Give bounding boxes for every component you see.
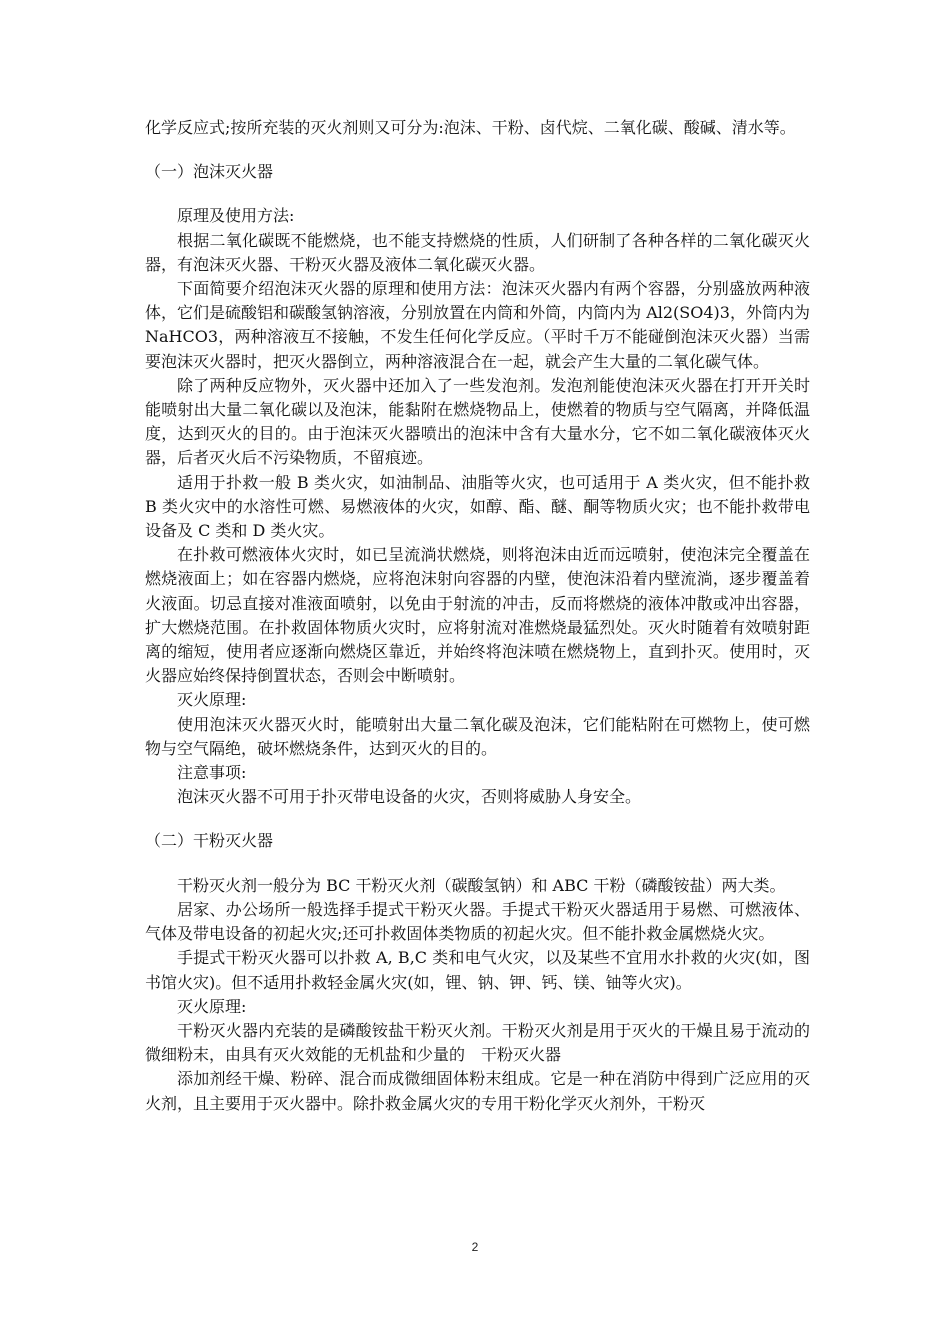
subheading-powder-principle: 灭火原理: (177, 996, 247, 1016)
subheading-extinguishing-principle: 灭火原理: (177, 690, 247, 710)
paragraph-intro: 化学反应式;按所充装的灭火剂则又可分为:泡沫、干粉、卤代烷、二氧化碳、酸碱、清水等。 (145, 118, 796, 137)
paragraph-foam-precautions: 泡沫灭火器不可用于扑灭带电设备的火灾，否则将威胁人身安全。 (177, 787, 642, 807)
section-heading-foam-extinguisher: （一）泡沫灭火器 (145, 162, 274, 182)
paragraph-powder-content: 干粉灭火器内充装的是磷酸铵盐干粉灭火剂。干粉灭火剂是用于灭火的干燥且易于流动的微细粉末，由具有灭火效能的无机盐和少量的 干粉灭火器 (145, 1020, 810, 1065)
subheading-precautions: 注意事项: (177, 763, 247, 783)
paragraph-powder-additives: 添加剂经干燥、粉碎、混合而成微细固体粉末组成。它是一种在消防中得到广泛应用的灭火剂，且主要用于灭火器中。除扑救金属火灾的专用干粉化学灭火剂外，干粉灭 (145, 1069, 810, 1113)
section-heading-dry-powder-extinguisher: （二）干粉灭火器 (145, 831, 274, 851)
paragraph-foaming-agent: 除了两种反应物外，灭火器中还加入了一些发泡剂。发泡剂能使泡沫灭火器在打开开关时能喷射出大量二氧化碳以及泡沫，能黏附在燃烧物品上，使燃着的物质与空气隔离，并降低温度，达到灭火的目的。由于泡沫灭火器喷出的泡沫中含有大量水分，它不如二氧化碳液体灭火器，后者灭火后不污染物质，不留痕迹。 (145, 375, 810, 468)
paragraph-powder-types: 干粉灭火剂一般分为 BC 干粉灭火剂（碳酸氢钠）和 ABC 干粉（磷酸铵盐）两大类。 (177, 875, 786, 895)
paragraph-household-choice: 居家、办公场所一般选择手提式干粉灭火器。手提式干粉灭火器适用于易燃、可燃液体、气体及带电设备的初起火灾;还可扑救固体类物质的初起火灾。但不能扑救金属燃烧火灾。 (145, 899, 810, 944)
paragraph-foam-extinguishing-principle: 使用泡沫灭火器灭火时，能喷射出大量二氧化碳及泡沫，它们能粘附在可燃物上，使可燃物与空气隔绝，破坏燃烧条件，达到灭火的目的。 (145, 714, 810, 758)
paragraph-foam-principle: 下面简要介绍泡沫灭火器的原理和使用方法：泡沫灭火器内有两个容器，分别盛放两种液体，它们是硫酸铝和碳酸氢钠溶液，分别放置在内筒和外筒，内筒内为 Al2(SO4)3，外筒内为 NaHCO3，两种溶液互不接触，不发生任何化学反应。（平时千万不能碰倒泡沫灭火器）当需要泡沫灭火器时，把灭火器倒立，两种溶液混合在一起，就会产生大量的二氧化碳气体。 (145, 279, 810, 371)
paragraph-portable-powder-usage: 手提式干粉灭火器可以扑救 A, B,C 类和电气火灾，以及某些不宜用水扑救的火灾(如，图书馆火灾)。但不适用扑救轻金属火灾(如，锂、钠、钾、钙、镁、铀等火灾)。 (145, 948, 810, 992)
document-page (145, 116, 810, 1116)
subheading-principle-usage: 原理及使用方法: (177, 206, 295, 226)
paragraph-usage-method: 在扑救可燃液体火灾时，如已呈流淌状燃烧，则将泡沫由近而远喷射，使泡沫完全覆盖在燃烧液面上；如在容器内燃烧，应将泡沫射向容器的内壁，使泡沫沿着内壁流淌，逐步覆盖着火液面。切忌直接对准液面喷射，以免由于射流的冲击，反而将燃烧的液体冲散或冲出容器，扩大燃烧范围。在扑救固体物质火灾时，应将射流对准燃烧最猛烈处。灭火时随着有效喷射距离的缩短，使用者应逐渐向燃烧区靠近，并始终将泡沫喷在燃烧物上，直到扑灭。使用时，灭火器应始终保持倒置状态，否则会中断喷射。 (145, 545, 810, 686)
page-number: 2 (471, 1240, 479, 1254)
paragraph-co2-extinguishers: 根据二氧化碳既不能燃烧，也不能支持燃烧的性质，人们研制了各种各样的二氧化碳灭火器，有泡沫灭火器、干粉灭火器及液体二氧化碳灭火器。 (145, 230, 810, 274)
paragraph-applicable-fires: 适用于扑救一般 B 类火灾，如油制品、油脂等火灾，也可适用于 A 类火灾，但不能扑救 B 类火灾中的水溶性可燃、易燃液体的火灾，如醇、酯、醚、酮等物质火灾；也不能扑救带电设备及 C 类和 D 类火灾。 (145, 472, 810, 541)
